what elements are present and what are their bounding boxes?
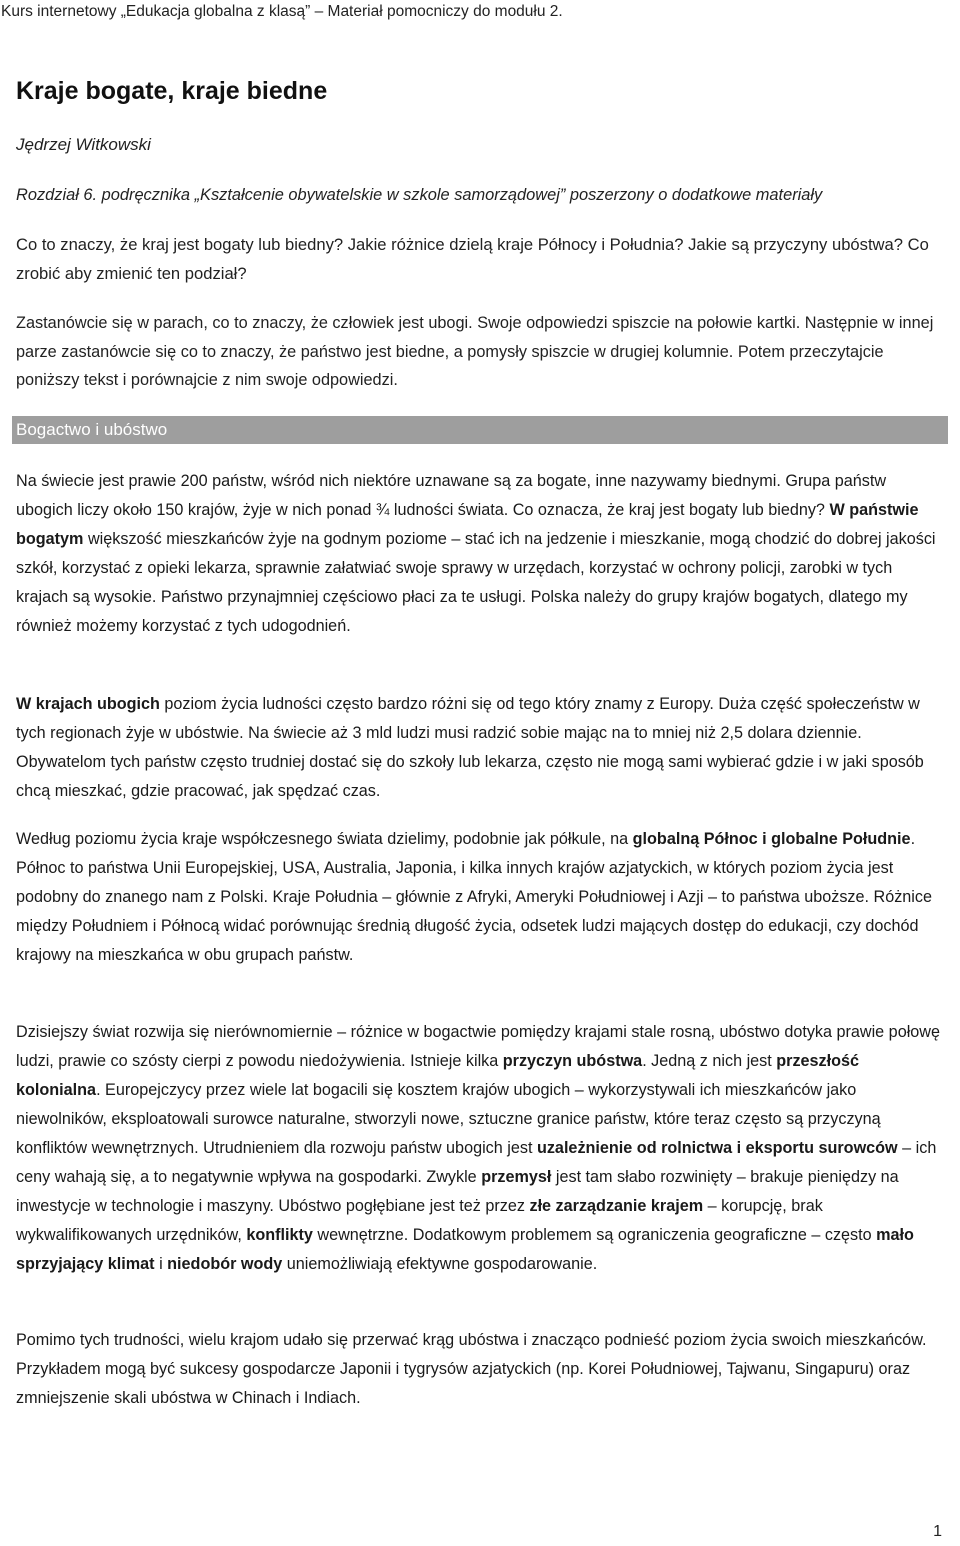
emphasized-text: W krajach ubogich <box>16 695 160 713</box>
paragraph-breaking-poverty: Pomimo tych trudności, wielu krajom udało się przerwać krąg ubóstwa i znacząco podnieść poziom życia swoich mieszkańców. Przykładem mogą być sukcesy gospodarcze Japonii i tygrysów azjatyckich (np. Korei Południowej, Tajwanu, Singapuru) oraz zmniejszenie skali ubóstwa w Chinach i Indiach. <box>16 1331 927 1407</box>
author-name: Jędrzej Witkowski <box>16 135 151 154</box>
intro-questions: Co to znaczy, że kraj jest bogaty lub biedny? Jakie różnice dzielą kraje Północy i Południa? Jakie są przyczyny ubóstwa? Co zrobić aby zmienić ten podział? <box>16 235 929 283</box>
chapter-note: Rozdział 6. podręcznika „Kształcenie obywatelskie w szkole samorządowej” poszerzony o dodatkowe materiały <box>16 186 823 204</box>
emphasized-text: globalną Północ i globalne Południe <box>632 830 911 848</box>
paragraph-causes-of-poverty: Dzisiejszy świat rozwija się nierównomiernie – różnice w bogactwie pomiędzy krajami stale rosną, ubóstwo dotyka prawie połowę ludzi, prawie co szósty cierpi z powodu niedożywienia. Istnieje kilka przyczyn ubóstwa. Jedną z nich jest przeszłość kolonialna. Europejczycy przez wiele lat bogacili się kosztem krajów ubogich – wykorzystywali ich mieszkańców jako niewolników, eksploatowali surowce naturalne, stworzyli nowe, sztuczne granice państw, które teraz często są przyczyną konfliktów wewnętrznych. Utrudnieniem dla rozwoju państw ubogich jest uzależnienie od rolnictwa i eksportu surowców – ich ceny wahają się, a to negatywnie wpływa na gospodarki. Zwykle przemysł jest tam słabo rozwinięty – brakuje pieniędzy na inwestycje w technologie i maszyny. Ubóstwo pogłębiane jest też przez złe zarządzanie krajem – korupcję, brak wykwalifikowanych urzędników, konflikty wewnętrzne. Dodatkowym problemem są ograniczenia geograficzne – często mało sprzyjający klimat i niedobór wody uniemożliwiają efektywne gospodarowanie. <box>16 1023 940 1273</box>
emphasized-text: złe zarządzanie krajem <box>529 1197 704 1215</box>
emphasized-text: uzależnienie od rolnictwa i eksportu surowców <box>536 1139 898 1157</box>
emphasized-text: mało sprzyjający klimat <box>16 1226 914 1273</box>
section-heading: Bogactwo i ubóstwo <box>16 420 168 439</box>
paragraph-poor-countries: W krajach ubogich poziom życia ludności często bardzo różni się od tego który znamy z Europy. Duża część społeczeństw w tych regionach żyje w ubóstwie. Na świecie aż 3 mld ludzi musi radzić sobie mając na to mniej niż 2,5 dolara dziennie. Obywatelom tych państw często trudniej dostać się do szkoły lub lekarza, często nie mogą sami wybierać gdzie i w jaki sposób chcą mieszkać, gdzie pracować, jak spędzać czas. <box>16 695 924 800</box>
section-heading-bar <box>12 416 948 444</box>
page-number: 1 <box>933 1523 942 1540</box>
emphasized-text: niedobór wody <box>167 1255 283 1273</box>
paragraph-rich-countries: Na świecie jest prawie 200 państw, wśród nich niektóre uznawane są za bogate, inne nazywamy biednymi. Grupa państw ubogich liczy około 150 krajów, żyje w nich ponad ¾ ludności świata. Co oznacza, że kraj jest bogaty lub biedny? W państwie bogatym większość mieszkańców żyje na godnym poziome – stać ich na jedzenie i mieszkanie, mogą chodzić do dobrej jakości szkół, korzystać z opieki lekarza, sprawnie załatwiać swoje sprawy w urzędach, korzystać w ochrony policji, zarobki w tych krajach są wysokie. Państwo przynajmniej częściowo płaci za te usługi. Polska należy do grupy krajów bogatych, dlatego my również możemy korzystać z tych udogodnień. <box>16 472 936 635</box>
emphasized-text: W państwie bogatym <box>16 501 919 548</box>
paragraph-north-south: Według poziomu życia kraje współczesnego świata dzielimy, podobnie jak półkule, na globalną Północ i globalne Południe. Północ to państwa Unii Europejskiej, USA, Australia, Japonia, i kilka innych krajów azjatyckich, w których poziom życia jest podobny do znanego nam z Polski. Kraje Południa – głównie z Afryki, Ameryki Południowej i Azji – to państwa uboższe. Różnice między Południem i Północą widać porównując średnią długość życia, odsetek ludzi mających dostęp do edukacji, czy dochód krajowy na mieszkańca w obu grupach państw. <box>16 830 932 964</box>
emphasized-text: przemysł <box>481 1168 552 1186</box>
exercise-instructions: Zastanówcie się w parach, co to znaczy, że człowiek jest ubogi. Swoje odpowiedzi spiszcie na połowie kartki. Następnie w innej parze zastanówcie się co to znaczy, że państwo jest biedne, a pomysły spiszcie w drugiej kolumnie. Potem przeczytajcie poniższy tekst i porównajcie z nim swoje odpowiedzi. <box>16 314 934 389</box>
document-title: Kraje bogate, kraje biedne <box>16 77 328 105</box>
emphasized-text: konflikty <box>246 1226 313 1244</box>
emphasized-text: przeszłość kolonialna <box>16 1052 860 1099</box>
emphasized-text: przyczyn ubóstwa <box>502 1052 643 1070</box>
running-header: Kurs internetowy „Edukacja globalna z klasą” – Materiał pomocniczy do modułu 2. <box>1 3 563 20</box>
